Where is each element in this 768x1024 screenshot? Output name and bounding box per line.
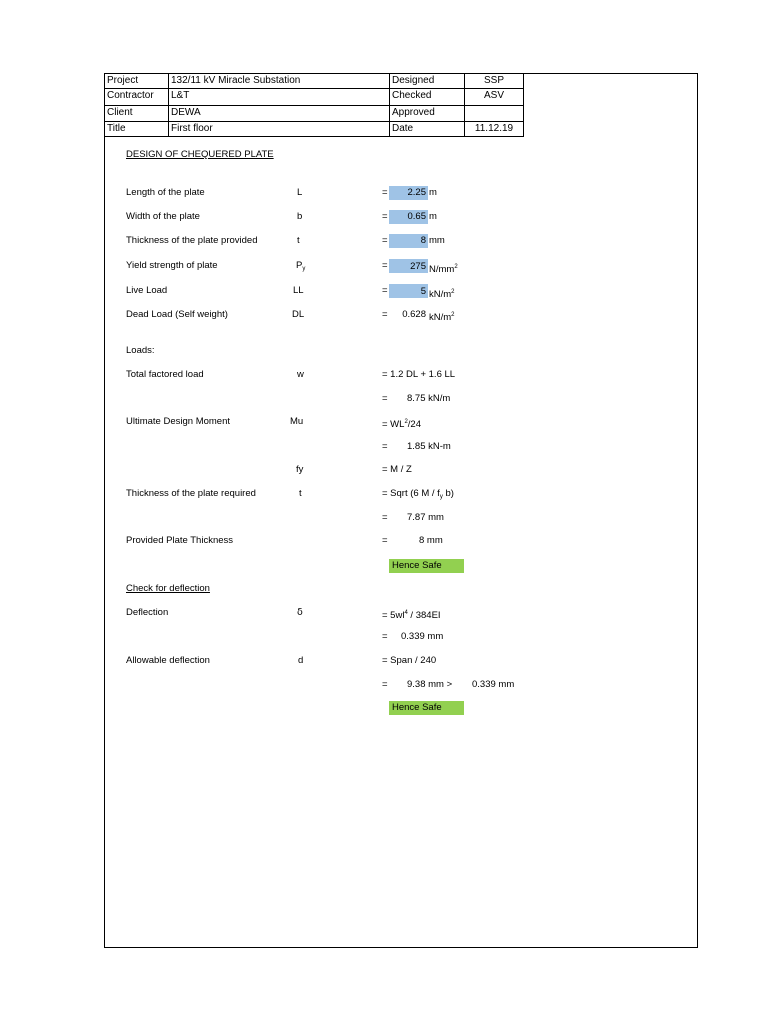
thickness-eq: = [382, 235, 388, 246]
required-thickness-formula: = Sqrt (6 M / $f_y$ b) [382, 488, 454, 500]
allowable-deflection-eq: = [382, 679, 388, 690]
approved-label: Approved [389, 105, 465, 122]
deflection-label: Deflection [126, 607, 169, 618]
provided-thickness-value: 8 mm [419, 535, 443, 546]
project-value: 132/11 kV Miracle Substation [168, 73, 390, 89]
allowable-deflection-value: 9.38 mm > [407, 679, 453, 690]
factored-load-value: 8.75 kN/m [407, 393, 451, 404]
date-label: Date [389, 121, 465, 137]
length-value: 2.25 [407, 187, 426, 198]
allowable-deflection-label: Allowable deflection [126, 655, 210, 666]
factored-load-label: Total factored load [126, 369, 204, 380]
deflection-heading: Check for deflection [126, 583, 210, 594]
thickness-unit: mm [429, 235, 445, 246]
checked-label: Checked [389, 88, 465, 106]
title-value: First floor [168, 121, 390, 137]
width-symbol: b [297, 211, 303, 222]
allowable-deflection-symbol: d [298, 655, 304, 666]
deflection-eq: = [382, 631, 388, 642]
thickness-symbol: t [297, 235, 300, 246]
fy-formula: = M / Z [382, 464, 412, 475]
factored-load-formula: = 1.2 DL + 1.6 LL [382, 369, 456, 380]
width-label: Width of the plate [126, 211, 200, 222]
thickness-label: Thickness of the plate provided [126, 235, 258, 246]
deflection-symbol: ẟ [297, 607, 303, 618]
deflection-formula: = $5wl^4 / 384EI$ [382, 610, 441, 621]
length-eq: = [382, 187, 388, 198]
section-title: DESIGN OF CHEQUERED PLATE [126, 149, 274, 160]
yield-symbol: $P_y$ [296, 260, 306, 272]
fy-symbol: fy [296, 464, 304, 475]
allowable-deflection-compare: 0.339 mm [472, 679, 515, 690]
factored-load-eq: = [382, 393, 388, 404]
required-thickness-symbol: t [299, 488, 302, 499]
designed-value: SSP [464, 73, 524, 89]
length-symbol: L [297, 187, 303, 198]
required-thickness-label: Thickness of the plate required [126, 488, 256, 499]
yield-label: Yield strength of plate [126, 260, 218, 271]
dead-load-symbol: DL [292, 309, 305, 320]
factored-load-symbol: w [297, 369, 304, 380]
project-label: Project [104, 73, 169, 89]
moment-symbol: Mu [290, 416, 304, 427]
moment-eq: = [382, 441, 388, 452]
contractor-label: Contractor [104, 88, 169, 106]
yield-unit: $N/mm^2$ [429, 264, 458, 275]
client-value: DEWA [168, 105, 390, 122]
hence-safe-badge-thickness: Hence Safe [389, 559, 464, 573]
designed-label: Designed [389, 73, 465, 89]
length-unit: m [429, 187, 437, 198]
live-load-symbol: LL [293, 285, 304, 296]
moment-label: Ultimate Design Moment [126, 416, 231, 427]
provided-thickness-eq: = [382, 535, 388, 546]
title-label: Title [104, 121, 169, 137]
date-value: 11.12.19 [464, 121, 524, 137]
yield-eq: = [382, 260, 388, 271]
live-load-value: 5 [420, 286, 426, 297]
live-load-label: Live Load [126, 285, 168, 296]
required-thickness-eq: = [382, 512, 388, 523]
loads-heading: Loads: [126, 345, 155, 356]
live-load-unit: $kN/m^2$ [429, 289, 455, 300]
allowable-deflection-formula: = Span / 240 [382, 655, 437, 666]
required-thickness-value: 7.87 mm [407, 512, 444, 523]
width-unit: m [429, 211, 437, 222]
length-label: Length of the plate [126, 187, 205, 198]
checked-value: ASV [464, 88, 524, 106]
provided-thickness-label: Provided Plate Thickness [126, 535, 234, 546]
dead-load-value: 0.628 [402, 309, 426, 320]
client-label: Client [104, 105, 169, 122]
contractor-value: L&T [168, 88, 390, 106]
dead-load-label: Dead Load (Self weight) [126, 309, 228, 320]
moment-value: 1.85 kN-m [407, 441, 451, 452]
moment-formula: = $WL^2/24$ [382, 419, 421, 430]
hence-safe-badge-deflection: Hence Safe [389, 701, 464, 715]
dead-load-eq: = [382, 309, 388, 320]
dead-load-unit: $kN/m^2$ [429, 312, 455, 323]
width-eq: = [382, 211, 388, 222]
page-frame [104, 73, 698, 948]
live-load-eq: = [382, 285, 388, 296]
yield-value: 275 [410, 261, 426, 272]
width-value: 0.65 [407, 211, 426, 222]
deflection-value: 0.339 mm [401, 631, 444, 642]
thickness-value: 8 [420, 235, 426, 246]
